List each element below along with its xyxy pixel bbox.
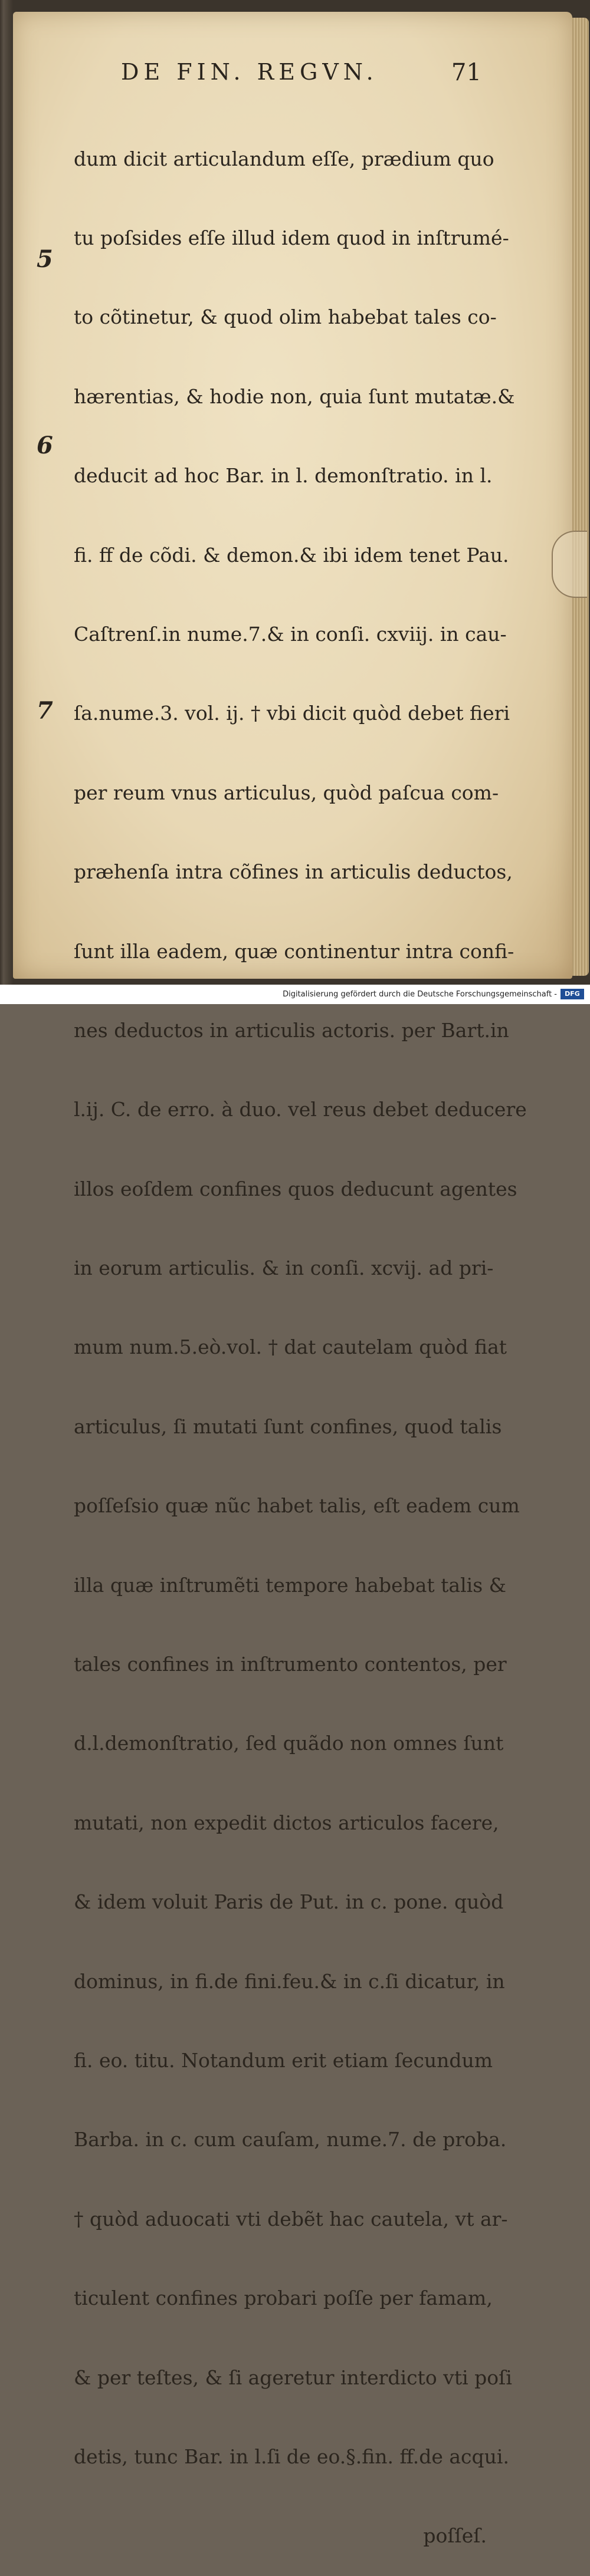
text-line: in eorum articulis. & in conſi. xcvij. ad pri- [74,1256,494,1280]
text-line: & per teſtes, & ſi ageretur interdicto vti poſi [74,2366,512,2389]
text-line: detis, tunc Bar. in l.ſi de eo.§.fin. ff.de acqui. [74,2445,509,2468]
body-text [74,93,527,2576]
page-clip [552,531,587,598]
text-line: nes deductos in articulis actoris. per Bart.in [74,1018,509,1042]
text-line: & idem voluit Paris de Put. in c. pone. quòd [74,1890,504,1914]
text-line: ſunt illa eadem, quæ continentur intra confi- [74,939,514,963]
footer-bar [0,985,590,1004]
text-line: præhenſa intra cõfines in articulis deductos, [74,860,513,884]
text-line: hærentias, & hodie non, quia ſunt mutatæ.& [74,384,515,408]
dfg-logo: DFG [560,989,584,999]
text-line: d.l.demonſtratio, ſed quãdo non omnes ſunt [74,1732,504,1755]
text-line: mum num.5.eò.vol. † dat cautelam quòd fiat [74,1335,507,1359]
text-line: deducit ad hoc Bar. in l. demonſtratio. in l. [74,464,493,488]
running-title: DE FIN. REGVN. [121,59,378,85]
text-line: Caſtrenſ.in nume.7.& in conſi. cxviij. in cau- [74,622,507,646]
text-line: articulus, ſi mutati ſunt confines, quod talis [74,1414,502,1438]
text-line: tales confines in inſtrumento contentos, per [74,1653,507,1676]
text-line: ticulent confines probari poſſe per famam, [74,2287,493,2310]
text-line: † quòd aduocati vti debẽt hac cautela, vt ar- [74,2207,508,2230]
text-line: illos eoſdem confines quos deducunt agentes [74,1177,517,1200]
margin-number-6: 6 [37,432,53,459]
text-line: l.ij. C. de erro. à duo. vel reus debet deducere [74,1098,527,1121]
text-line: per reum vnus articulus, quòd paſcua com- [74,781,499,804]
text-line: to cõtinetur, & quod olim habebat tales co- [74,305,497,329]
text-line: fi. ff de cõdi. & demon.& ibi idem tenet Pau. [74,543,509,567]
footer-credit: Digitalisierung gefördert durch die Deutsche Forschungsgemeinschaft - [283,990,557,999]
text-line: fi. eo. titu. Notandum erit etiam ſecundum [74,2048,493,2072]
text-line-catchword: poſſeſ. [423,2524,487,2548]
text-line: dum dicit articulandum eſſe, prædium quo [74,147,494,170]
text-line: ſa.nume.3. vol. ij. † vbi dicit quòd debet fieri [74,702,510,725]
text-line: poſſeſsio quæ nũc habet talis, eſt eadem cum [74,1494,520,1518]
text-line: mutati, non expedit dictos articulos facere, [74,1811,499,1834]
text-line: illa quæ inſtrumẽti tempore habebat talis & [74,1573,506,1597]
margin-number-5: 5 [37,245,53,273]
text-line: tu poſsides eſſe illud idem quod in inſtrumé- [74,226,509,249]
folio-number: 71 [451,59,481,86]
text-line: Barba. in c. cum cauſam, nume.7. de proba. [74,2128,507,2151]
margin-number-7: 7 [37,697,53,725]
text-line: dominus, in fi.de fini.feu.& in c.ſi dicatur, in [74,1969,505,1993]
